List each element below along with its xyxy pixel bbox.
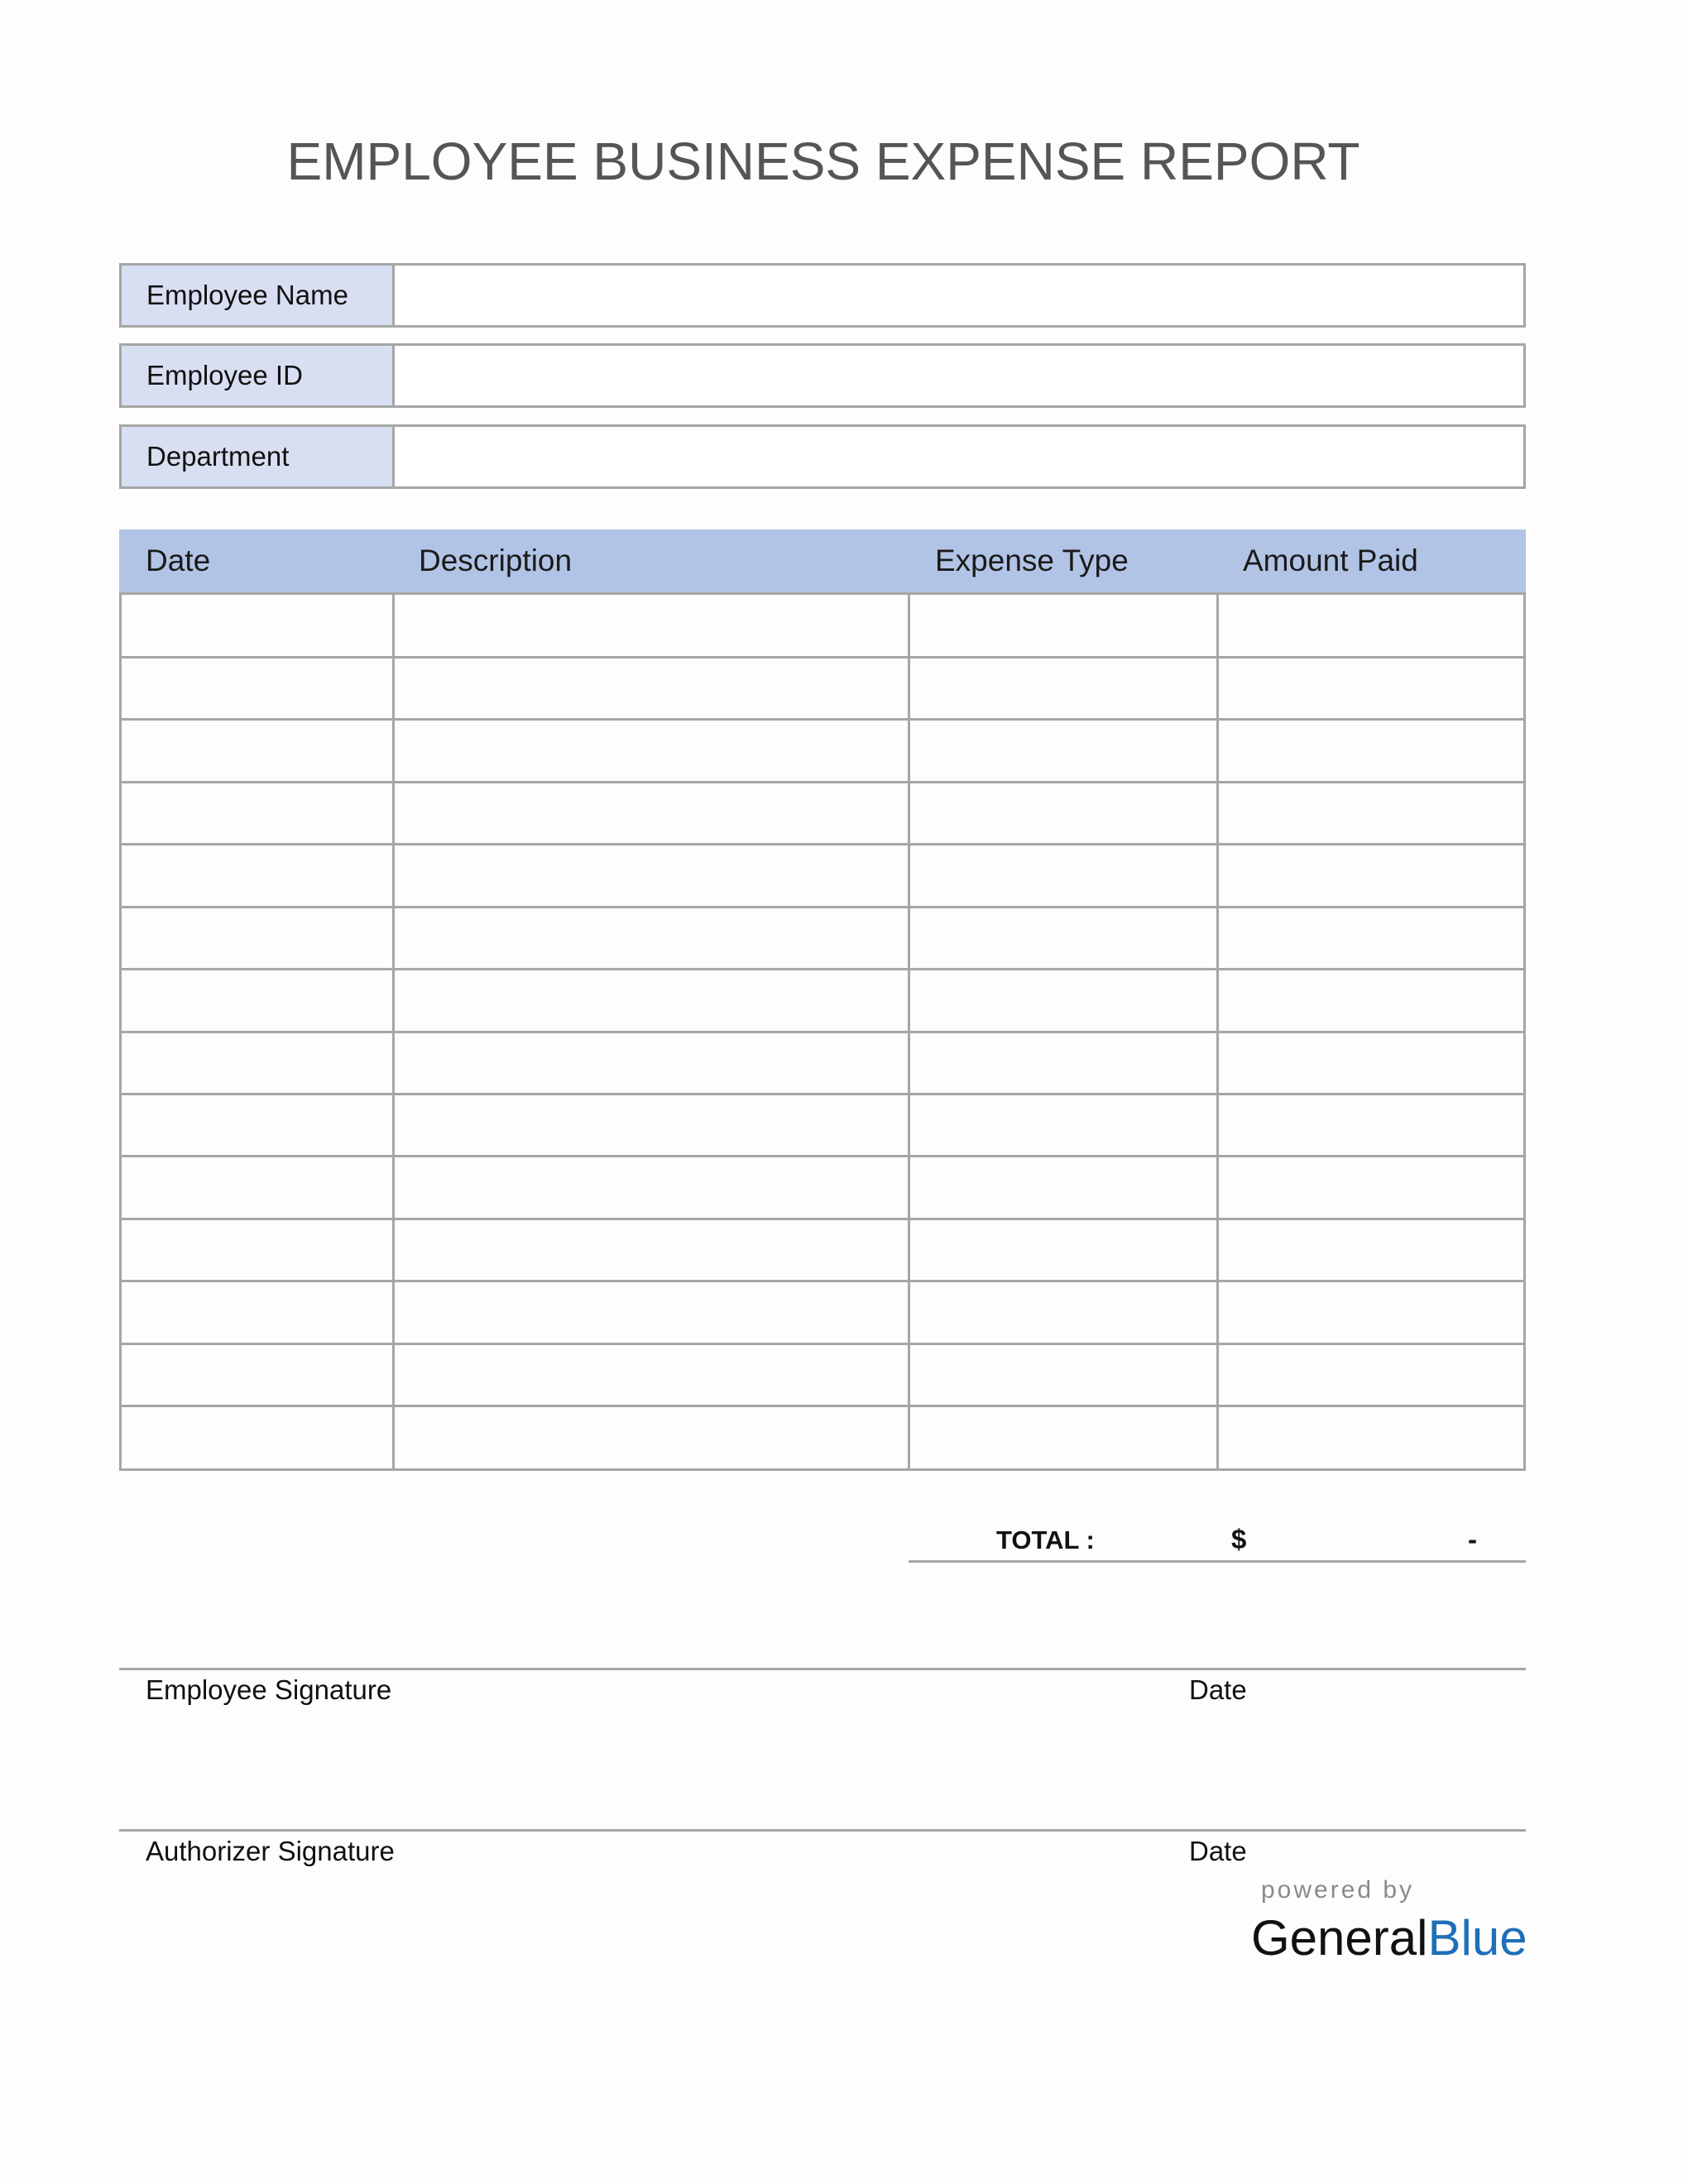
table-cell[interactable]: [915, 660, 1214, 716]
table-cell[interactable]: [915, 1160, 1214, 1215]
table-cell[interactable]: [127, 910, 390, 965]
table-cell[interactable]: [400, 1410, 905, 1465]
table-cell[interactable]: [127, 1160, 390, 1215]
table-cell[interactable]: [400, 1347, 905, 1402]
employee-name-label: Employee Name: [122, 266, 395, 325]
table-cell[interactable]: [400, 910, 905, 965]
table-cell[interactable]: [915, 973, 1214, 1028]
table-cell[interactable]: [400, 785, 905, 841]
row-divider: [122, 1343, 1523, 1345]
department-label: Department: [122, 427, 395, 486]
column-header-description: Description: [419, 544, 573, 577]
table-cell[interactable]: [915, 723, 1214, 778]
table-cell[interactable]: [127, 1035, 390, 1090]
employee-name-field[interactable]: [395, 266, 1523, 325]
table-cell[interactable]: [400, 1222, 905, 1277]
row-divider: [122, 1218, 1523, 1220]
table-cell[interactable]: [127, 1285, 390, 1340]
total-label: TOTAL :: [996, 1525, 1095, 1554]
row-divider: [122, 968, 1523, 970]
table-cell[interactable]: [915, 1222, 1214, 1277]
table-cell[interactable]: [400, 1160, 905, 1215]
table-cell[interactable]: [915, 910, 1214, 965]
table-cell[interactable]: [1224, 1410, 1523, 1465]
table-cell[interactable]: [1224, 723, 1523, 778]
table-cell[interactable]: [1224, 1160, 1523, 1215]
powered-by-text: powered by: [1261, 1876, 1415, 1904]
table-cell[interactable]: [1224, 1097, 1523, 1152]
column-header-date: Date: [146, 544, 211, 577]
table-cell[interactable]: [915, 1410, 1214, 1465]
table-cell[interactable]: [127, 723, 390, 778]
row-divider: [122, 656, 1523, 659]
table-cell[interactable]: [1224, 910, 1523, 965]
table-cell[interactable]: [1224, 598, 1523, 654]
table-cell[interactable]: [127, 660, 390, 716]
table-cell[interactable]: [127, 848, 390, 903]
authorizer-signature-date-label: Date: [1189, 1836, 1247, 1866]
total-currency: $: [1231, 1524, 1247, 1554]
row-divider: [122, 906, 1523, 908]
row-divider: [122, 1093, 1523, 1095]
employee-signature-label: Employee Signature: [146, 1674, 392, 1705]
table-cell[interactable]: [400, 723, 905, 778]
table-cell[interactable]: [1224, 848, 1523, 903]
table-cell[interactable]: [915, 1347, 1214, 1402]
table-cell[interactable]: [915, 1097, 1214, 1152]
expense-table-header: [119, 529, 1526, 592]
department-row: [119, 424, 1526, 489]
employee-id-row: [119, 343, 1526, 408]
table-cell[interactable]: [1224, 1347, 1523, 1402]
employee-id-field[interactable]: [395, 346, 1523, 405]
table-cell[interactable]: [1224, 660, 1523, 716]
table-cell[interactable]: [127, 1410, 390, 1465]
row-divider: [122, 843, 1523, 845]
table-cell[interactable]: [127, 973, 390, 1028]
table-cell[interactable]: [1224, 785, 1523, 841]
table-cell[interactable]: [400, 598, 905, 654]
table-cell[interactable]: [915, 848, 1214, 903]
row-divider: [122, 1031, 1523, 1033]
page-title: EMPLOYEE BUSINESS EXPENSE REPORT: [286, 132, 1360, 191]
table-cell[interactable]: [127, 598, 390, 654]
table-cell[interactable]: [915, 598, 1214, 654]
table-cell[interactable]: [1224, 1222, 1523, 1277]
brand-logo-part2: Blue: [1427, 1910, 1527, 1966]
table-cell[interactable]: [127, 1097, 390, 1152]
brand-logo-part1: General: [1251, 1910, 1428, 1966]
table-cell[interactable]: [127, 1347, 390, 1402]
column-header-expense-type: Expense Type: [935, 544, 1129, 577]
table-cell[interactable]: [1224, 1035, 1523, 1090]
table-cell[interactable]: [400, 973, 905, 1028]
brand-logo: [1251, 1909, 1527, 1966]
table-cell[interactable]: [915, 1035, 1214, 1090]
total-underline: [909, 1560, 1526, 1563]
table-cell[interactable]: [1224, 973, 1523, 1028]
authorizer-signature-label: Authorizer Signature: [146, 1836, 395, 1866]
total-value: -: [1468, 1524, 1477, 1554]
row-divider: [122, 781, 1523, 783]
row-divider: [122, 1155, 1523, 1157]
table-cell[interactable]: [1224, 1285, 1523, 1340]
row-divider: [122, 1280, 1523, 1282]
department-field[interactable]: [395, 427, 1523, 486]
expense-table-body: [119, 592, 1526, 1471]
table-cell[interactable]: [127, 1222, 390, 1277]
table-cell[interactable]: [400, 1035, 905, 1090]
table-cell[interactable]: [915, 785, 1214, 841]
employee-signature-date-label: Date: [1189, 1674, 1247, 1705]
table-cell[interactable]: [127, 785, 390, 841]
table-cell[interactable]: [400, 848, 905, 903]
authorizer-signature-line[interactable]: [119, 1829, 1526, 1832]
table-cell[interactable]: [915, 1285, 1214, 1340]
table-cell[interactable]: [400, 660, 905, 716]
table-cell[interactable]: [400, 1097, 905, 1152]
row-divider: [122, 1405, 1523, 1407]
column-header-amount-paid: Amount Paid: [1243, 544, 1418, 577]
row-divider: [122, 718, 1523, 721]
employee-id-label: Employee ID: [122, 346, 395, 405]
employee-signature-line[interactable]: [119, 1668, 1526, 1670]
employee-name-row: [119, 263, 1526, 328]
table-cell[interactable]: [400, 1285, 905, 1340]
